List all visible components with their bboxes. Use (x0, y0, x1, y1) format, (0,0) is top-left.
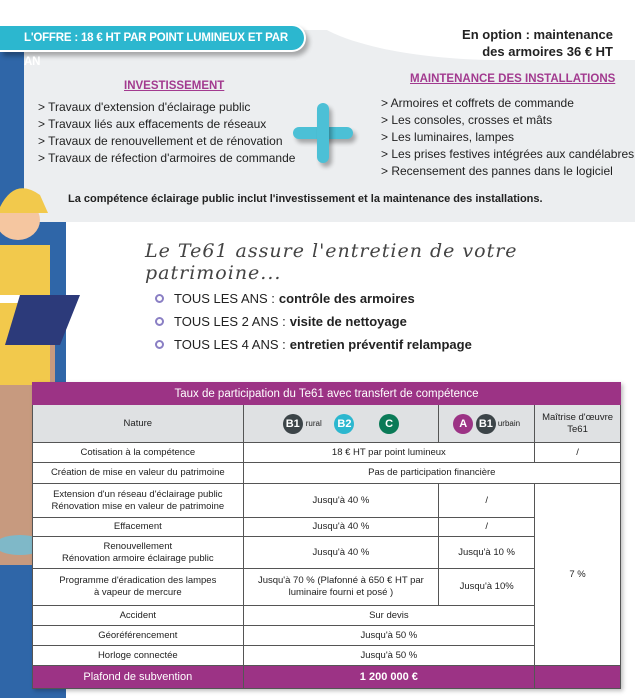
cell: / (535, 443, 621, 463)
list-item: > Les prises festives intégrées aux candélabres (381, 147, 635, 161)
cell: Pas de participation financière (243, 463, 620, 484)
table-row (33, 569, 621, 606)
cell (33, 537, 244, 569)
option-line2: des armoires 36 € HT (482, 44, 613, 59)
cell: Effacement (33, 518, 244, 537)
table-footer (33, 666, 621, 689)
frequency-what: visite de nettoyage (289, 314, 407, 329)
cell: Sur devis (243, 606, 534, 626)
a-badge: A (453, 414, 473, 434)
cell-line: luminaire fourni et posé ) (288, 587, 394, 598)
table-row (33, 484, 621, 518)
table-row (33, 646, 621, 666)
cell-line: Renouvellement (103, 540, 173, 552)
investissement-title: INVESTISSEMENT (124, 80, 225, 92)
maintenance-title: MAINTENANCE DES INSTALLATIONS (410, 73, 616, 85)
cell (243, 569, 439, 606)
cell: Création de mise en valeur du patrimoine (33, 463, 244, 484)
cell: 18 € HT par point lumineux (243, 443, 534, 463)
cell: Jusqu'à 40 % (243, 484, 439, 518)
frequency-when: TOUS LES 4 ANS : (174, 337, 286, 352)
c-badge: C (379, 414, 399, 434)
urbain-label: urbain (497, 418, 521, 428)
option-note (462, 26, 613, 60)
footer-value: 1 200 000 € (243, 666, 534, 689)
cell-line: Jusqu'à 70 % (Plafonné à 650 € HT par (257, 575, 424, 586)
cell-line: Rénovation mise en valeur de patrimoine (51, 500, 225, 512)
b2-badge: B2 (334, 414, 354, 434)
circle-bullet-icon (155, 317, 164, 326)
b1-urbain-badge: B1 (476, 414, 496, 434)
footer-label: Plafond de subvention (33, 666, 244, 689)
cell: Jusqu'à 10 % (439, 537, 535, 569)
table-header (33, 405, 621, 443)
cell (33, 484, 244, 518)
table-row (33, 606, 621, 626)
circle-bullet-icon (155, 340, 164, 349)
frequency-item (155, 333, 472, 356)
cell-line: Extension d'un réseau d'éclairage public (53, 488, 223, 500)
cell (33, 569, 244, 606)
footer-empty (535, 666, 621, 689)
maintenance-list (381, 95, 634, 180)
header-moe: Maîtrise d'œuvre Te61 (535, 405, 621, 443)
table-row (33, 463, 621, 484)
list-item: > Armoires et coffrets de commande (381, 96, 574, 110)
cell: Horloge connectée (33, 646, 244, 666)
script-heading: Le Te61 assure l'entretien de votre patrimoine... (145, 240, 518, 284)
header-rural (243, 405, 439, 443)
cell-line: Programme d'éradication des lampes (59, 575, 217, 586)
list-item: > Les consoles, crosses et mâts (381, 113, 553, 127)
table-row (33, 443, 621, 463)
header-nature: Nature (33, 405, 244, 443)
frequency-what: contrôle des armoires (278, 291, 415, 306)
b1-badge: B1 (283, 414, 303, 434)
inclusion-note: La compétence éclairage public inclut l'investissement et la maintenance des installations. (68, 193, 543, 205)
investissement-list (38, 99, 295, 167)
frequency-what: entretien préventif relampage (289, 337, 472, 352)
cell-line: à vapeur de mercure (93, 587, 182, 598)
cell: Jusqu'à 50 % (243, 646, 534, 666)
cell: Jusqu'à 50 % (243, 626, 534, 646)
list-item: > Travaux de réfection d'armoires de commande (38, 151, 296, 165)
plus-icon (293, 103, 353, 163)
offer-banner: L'OFFRE : 18 € HT PAR POINT LUMINEUX ET PAR AN (0, 24, 306, 52)
header-urbain (439, 405, 535, 443)
cell-line: Rénovation armoire éclairage public (62, 552, 214, 564)
table-row (33, 537, 621, 569)
frequency-item (155, 287, 472, 310)
list-item: > Les luminaires, lampes (381, 130, 515, 144)
list-item: > Travaux de renouvellement et de rénovation (38, 134, 283, 148)
cell: Jusqu'à 10% (439, 569, 535, 606)
moe-rate-cell: 7 % (535, 484, 621, 666)
frequency-item (155, 310, 472, 333)
list-item: > Recensement des pannes dans le logiciel (381, 164, 613, 178)
cell: Cotisation à la compétence (33, 443, 244, 463)
cell: Jusqu'à 40 % (243, 537, 439, 569)
table-row (33, 626, 621, 646)
rural-label: rural (305, 418, 322, 428)
cell: Accident (33, 606, 244, 626)
list-item: > Travaux liés aux effacements de réseaux (38, 117, 267, 131)
frequency-when: TOUS LES ANS : (174, 291, 275, 306)
table-row (33, 518, 621, 537)
cell: Jusqu'à 40 % (243, 518, 439, 537)
participation-table (32, 382, 621, 689)
cell: / (439, 484, 535, 518)
list-item: > Travaux d'extension d'éclairage public (38, 100, 251, 114)
table-title: Taux de participation du Te61 avec transfert de compétence (33, 383, 621, 405)
frequency-when: TOUS LES 2 ANS : (174, 314, 286, 329)
cell: / (439, 518, 535, 537)
cell: Géoréférencement (33, 626, 244, 646)
circle-bullet-icon (155, 294, 164, 303)
option-line1: En option : maintenance (462, 27, 613, 42)
frequency-list (155, 287, 472, 356)
